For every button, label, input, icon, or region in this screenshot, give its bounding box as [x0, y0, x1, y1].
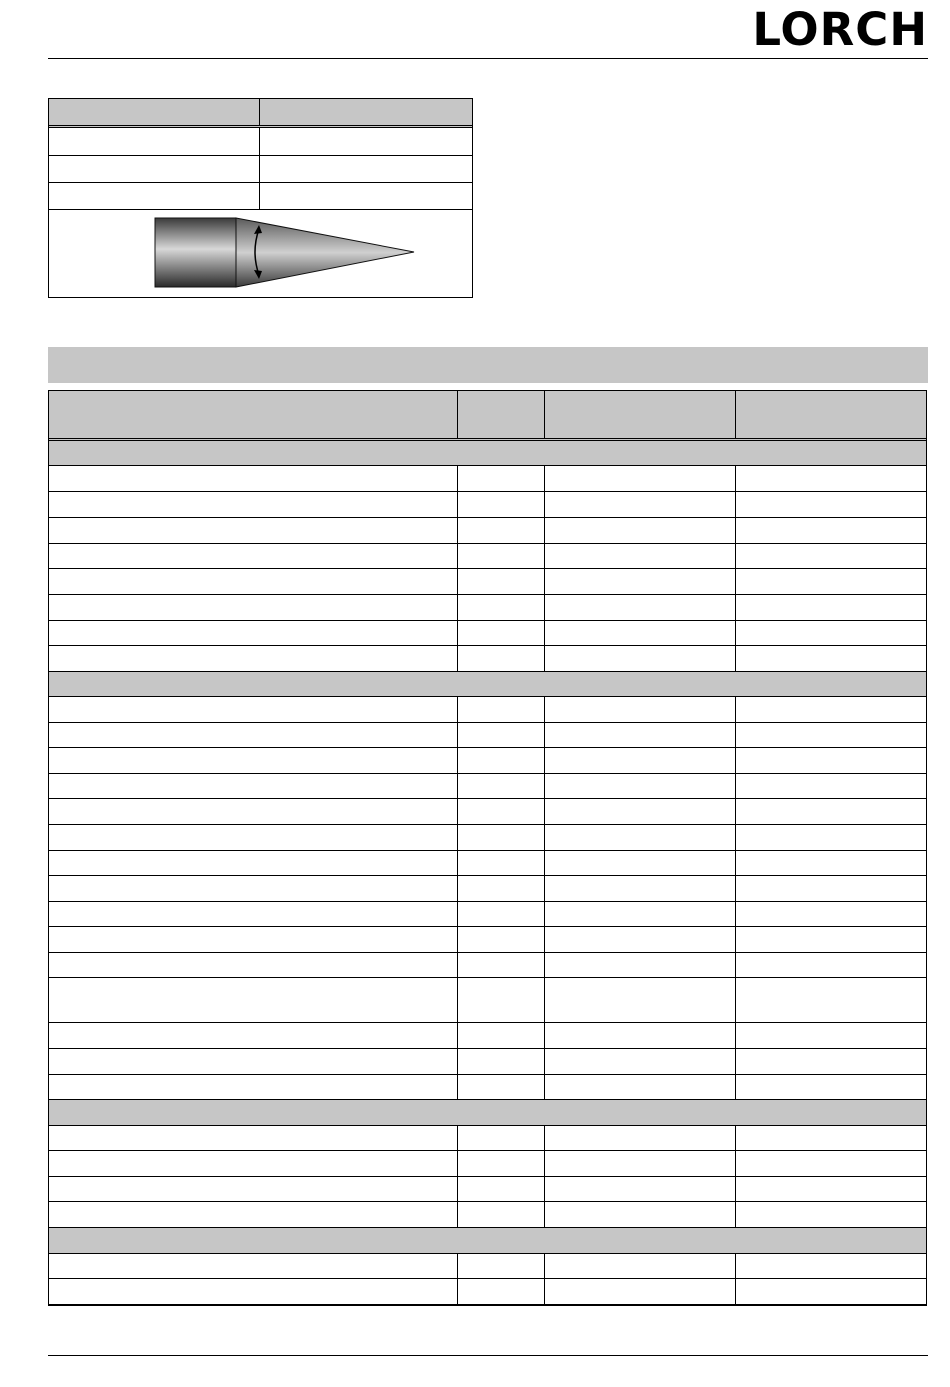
table-row [49, 1177, 926, 1202]
table-cell [545, 1202, 736, 1227]
table-cell [545, 466, 736, 491]
table-cell [736, 1202, 926, 1227]
table-cell [458, 799, 545, 824]
group-row [49, 1228, 926, 1254]
table-cell [545, 1023, 736, 1048]
table-cell [736, 953, 926, 977]
table-cell [458, 902, 545, 926]
table-cell [545, 799, 736, 824]
electrode-table-row [49, 128, 472, 156]
table-row [49, 466, 926, 492]
table-cell [545, 1279, 736, 1304]
header-cell [458, 391, 545, 438]
electrode-tip-illustration [154, 217, 419, 293]
group-label [49, 1228, 53, 1253]
electrode-table-header [49, 99, 472, 128]
electrode-cell [260, 128, 472, 155]
table-cell [458, 1279, 545, 1304]
table-cell [736, 544, 926, 568]
table-cell [736, 518, 926, 543]
table-cell [736, 1177, 926, 1201]
table-cell [736, 978, 926, 1022]
electrode-cell [49, 183, 260, 209]
table-cell [49, 1279, 458, 1304]
table-cell [736, 1254, 926, 1278]
table-cell [458, 1049, 545, 1074]
table-cell [49, 1202, 458, 1227]
table-cell [458, 851, 545, 875]
table-cell [736, 825, 926, 850]
section-title-bar [48, 347, 928, 383]
table-cell [458, 825, 545, 850]
table-cell [49, 748, 458, 773]
table-cell [545, 646, 736, 671]
electrode-cell [49, 128, 260, 155]
table-cell [49, 1023, 458, 1048]
table-cell [458, 466, 545, 491]
table-cell [736, 1049, 926, 1074]
table-cell [545, 518, 736, 543]
electrode-table-row [49, 156, 472, 183]
table-cell [458, 1254, 545, 1278]
table-cell [458, 1023, 545, 1048]
table-row [49, 1049, 926, 1075]
table-row [49, 1254, 926, 1279]
table-cell [736, 799, 926, 824]
table-cell [49, 1254, 458, 1278]
table-row [49, 544, 926, 569]
table-cell [49, 621, 458, 645]
table-cell [458, 748, 545, 773]
group-row [49, 1100, 926, 1126]
table-cell [458, 927, 545, 952]
table-row [49, 518, 926, 544]
table-cell [545, 544, 736, 568]
table-row [49, 1202, 926, 1228]
table-cell [736, 621, 926, 645]
table-row [49, 1023, 926, 1049]
group-row [49, 441, 926, 466]
table-cell [49, 518, 458, 543]
table-cell [49, 646, 458, 671]
table-cell [458, 646, 545, 671]
table-cell [545, 851, 736, 875]
table-cell [545, 1177, 736, 1201]
table-cell [545, 902, 736, 926]
group-row [49, 672, 926, 697]
table-cell [545, 774, 736, 798]
table-cell [49, 927, 458, 952]
table-cell [458, 1075, 545, 1099]
table-cell [458, 1126, 545, 1150]
table-row [49, 978, 926, 1023]
table-cell [736, 595, 926, 620]
table-cell [545, 876, 736, 901]
electrode-cell [260, 183, 472, 209]
table-cell [736, 876, 926, 901]
table-cell [49, 1049, 458, 1074]
group-label [49, 441, 53, 465]
table-row [49, 1075, 926, 1100]
table-cell [736, 902, 926, 926]
table-cell [736, 646, 926, 671]
table-row [49, 697, 926, 723]
table-cell [545, 825, 736, 850]
table-row [49, 723, 926, 748]
electrode-cell [260, 156, 472, 182]
group-label [49, 672, 53, 696]
table-cell [49, 774, 458, 798]
table-cell [49, 825, 458, 850]
table-cell [458, 492, 545, 517]
table-cell [736, 927, 926, 952]
table-row [49, 1126, 926, 1151]
table-cell [458, 697, 545, 722]
table-cell [736, 466, 926, 491]
table-cell [458, 953, 545, 977]
table-cell [736, 569, 926, 594]
table-cell [458, 876, 545, 901]
table-cell [49, 1151, 458, 1176]
parameters-table-header [49, 391, 926, 441]
table-cell [736, 697, 926, 722]
table-row [49, 825, 926, 851]
parameters-table [48, 390, 927, 1306]
footer-rule [48, 1355, 928, 1356]
table-row [49, 953, 926, 978]
table-row [49, 621, 926, 646]
table-cell [545, 723, 736, 747]
electrode-table-row [49, 183, 472, 210]
table-cell [545, 927, 736, 952]
table-cell [49, 953, 458, 977]
table-cell [545, 595, 736, 620]
header-cell [736, 391, 926, 438]
header-cell [49, 391, 458, 438]
table-cell [736, 1075, 926, 1099]
table-cell [545, 621, 736, 645]
table-cell [545, 569, 736, 594]
table-cell [736, 492, 926, 517]
table-cell [49, 978, 458, 1022]
header-rule [48, 58, 928, 59]
table-cell [545, 953, 736, 977]
table-cell [545, 1049, 736, 1074]
brand-logo: LORCH [752, 3, 928, 56]
table-row [49, 1151, 926, 1177]
header-cell [545, 391, 736, 438]
table-cell [545, 978, 736, 1022]
table-cell [458, 595, 545, 620]
electrode-cell [49, 156, 260, 182]
table-cell [736, 1126, 926, 1150]
table-row [49, 569, 926, 595]
table-row [49, 1279, 926, 1305]
table-cell [458, 723, 545, 747]
table-cell [545, 1254, 736, 1278]
table-cell [545, 697, 736, 722]
table-cell [458, 1202, 545, 1227]
table-row [49, 646, 926, 672]
table-cell [458, 621, 545, 645]
table-row [49, 748, 926, 774]
table-cell [736, 774, 926, 798]
table-cell [49, 1126, 458, 1150]
table-cell [736, 723, 926, 747]
table-row [49, 595, 926, 621]
table-cell [545, 1126, 736, 1150]
electrode-header-cell [49, 99, 260, 125]
table-cell [458, 569, 545, 594]
table-row [49, 774, 926, 799]
table-cell [49, 466, 458, 491]
table-cell [49, 799, 458, 824]
table-cell [736, 1279, 926, 1304]
table-cell [49, 902, 458, 926]
table-cell [458, 1151, 545, 1176]
group-label [49, 1100, 53, 1125]
table-cell [545, 1075, 736, 1099]
table-cell [458, 1177, 545, 1201]
table-cell [49, 723, 458, 747]
table-cell [545, 748, 736, 773]
electrode-table [48, 98, 473, 298]
table-cell [545, 492, 736, 517]
table-cell [736, 1023, 926, 1048]
table-cell [49, 1177, 458, 1201]
table-cell [458, 774, 545, 798]
table-row [49, 927, 926, 953]
table-cell [736, 748, 926, 773]
table-cell [458, 978, 545, 1022]
table-row [49, 492, 926, 518]
table-cell [49, 851, 458, 875]
table-cell [736, 851, 926, 875]
table-cell [49, 544, 458, 568]
table-cell [736, 1151, 926, 1176]
table-cell [49, 1075, 458, 1099]
table-row [49, 902, 926, 927]
table-cell [458, 518, 545, 543]
table-row [49, 876, 926, 902]
table-cell [545, 1151, 736, 1176]
table-cell [49, 492, 458, 517]
table-cell [49, 876, 458, 901]
table-cell [49, 569, 458, 594]
table-row [49, 851, 926, 876]
table-row [49, 799, 926, 825]
table-cell [458, 544, 545, 568]
electrode-header-cell [260, 99, 472, 125]
table-cell [49, 595, 458, 620]
table-cell [49, 697, 458, 722]
